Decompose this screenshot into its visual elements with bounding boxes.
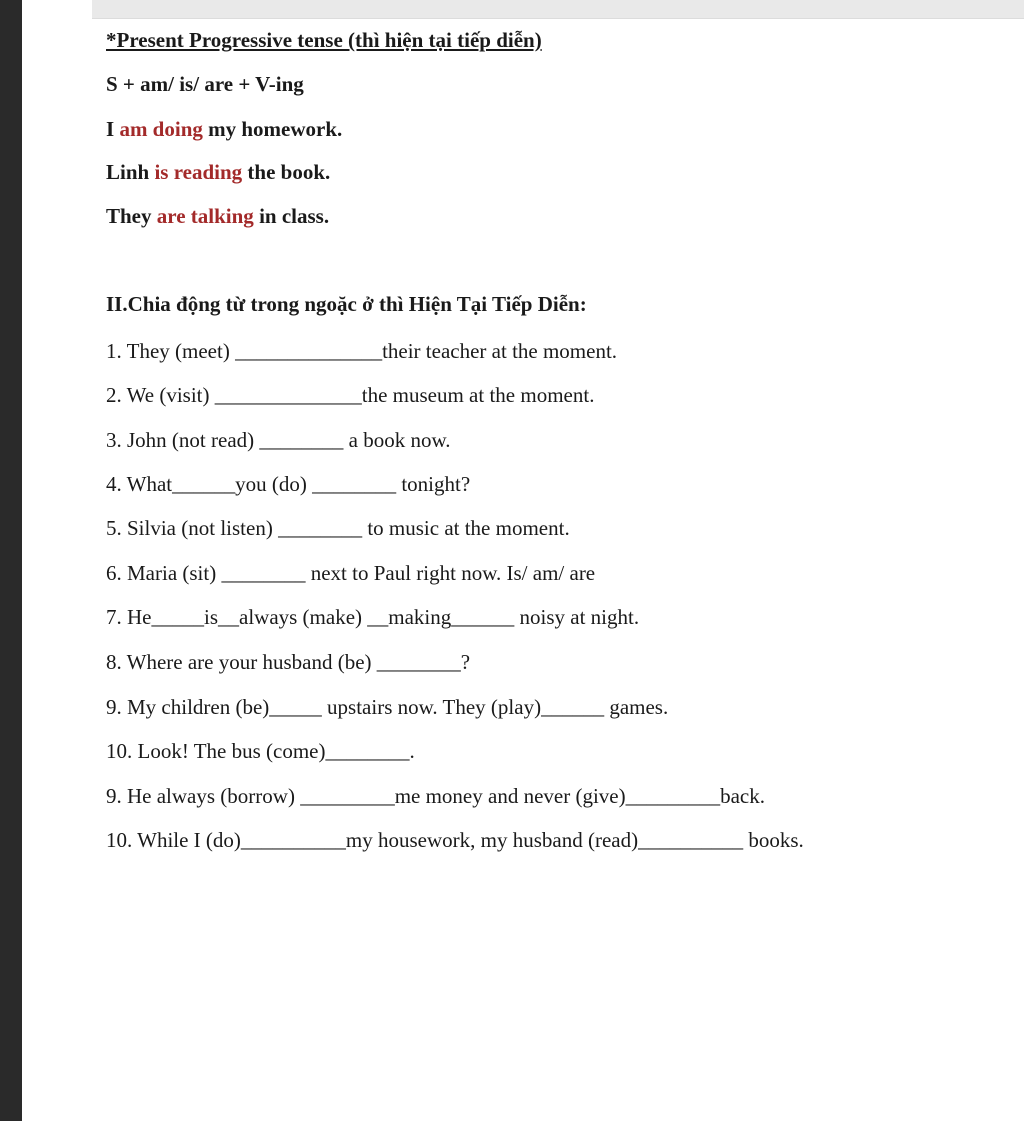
example-3 [106, 203, 329, 229]
example-subject: Linh [106, 160, 150, 184]
exercise-item: 4. What______you (do) ________ tonight? [106, 472, 471, 496]
exercise-title: II.Chia động từ trong ngoặc ở thì Hiện Tại Tiếp Diễn: [106, 292, 587, 316]
exercise-item: 6. Maria (sit) ________ next to Paul right now. Is/ am/ are [106, 561, 596, 585]
exercise-item: 1. They (meet) ______________their teacher at the moment. [106, 339, 618, 363]
exercise-item: 7. He_____is__always (make) __making______ noisy at night. [106, 605, 640, 629]
example-rest: the book. [247, 160, 331, 184]
example-rest: in class. [259, 204, 330, 228]
example-1 [106, 116, 342, 142]
example-verb: are talking [156, 204, 254, 228]
exercise-item: 5. Silvia (not listen) ________ to music at the moment. [106, 516, 570, 540]
example-subject: They [106, 204, 152, 228]
exercise-item: 10. Look! The bus (come)________. [106, 739, 415, 763]
example-rest: my homework. [208, 117, 343, 141]
example-verb: is reading [154, 160, 243, 184]
exercise-item: 10. While I (do)__________my housework, my husband (read)__________ books. [106, 828, 804, 852]
exercise-item: 9. He always (borrow) _________me money and never (give)_________back. [106, 784, 765, 808]
example-2 [106, 159, 330, 185]
example-verb: am doing [119, 117, 203, 141]
exercise-item: 8. Where are your husband (be) ________? [106, 650, 471, 674]
page-heading: *Present Progressive tense (thì hiện tại tiếp diễn) [106, 28, 542, 52]
exercise-item: 3. John (not read) ________ a book now. [106, 428, 451, 452]
exercise-item: 2. We (visit) ______________the museum at the moment. [106, 383, 595, 407]
exercise-item: 9. My children (be)_____ upstairs now. They (play)______ games. [106, 695, 669, 719]
example-subject: I [106, 117, 115, 141]
formula: S + am/ is/ are + V-ing [106, 72, 304, 96]
